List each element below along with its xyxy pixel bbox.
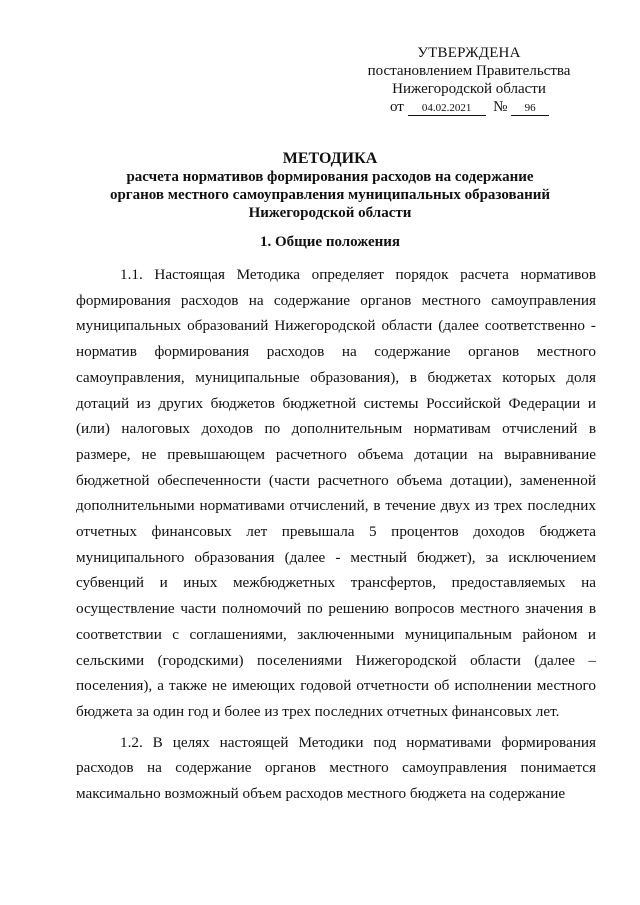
approval-line-resolution: постановлением Правительства: [367, 63, 571, 79]
approval-date: 04.02.2021: [408, 102, 486, 116]
document-title: [60, 150, 600, 222]
paragraph-1-1: 1.1. Настоящая Методика определяет порядок расчета нормативов формирования расходов на содержание органов местного самоуправления муниципальных образований Нижегородской области (далее соответственно - норматив формирования расходов на содержание органов местного самоуправления, муниципальные образования), в бюджетах которых доля дотаций из других бюджетов бюджетной системы Российской Федерации и (или) налоговых доходов по дополнительным нормативам отчислений в размере, не превышающем расчетного объема дотации на выравнивание бюджетной обеспеченности (части расчетного объема дотации), замененной дополнительными нормативами отчислений, в течение двух из трех последних отчетных финансовых лет превышала 5 процентов доходов бюджета муниципального образования (далее - местный бюджет), за исключением субвенций и иных межбюджетных трансфертов, предоставляемых на осуществление части полномочий по решению вопросов местного значения в соответствии с соглашениями, заключенными муниципальным районом и сельскими (городскими) поселениями Нижегородской области (далее – поселения), а также не имеющих годовой отчетности об исполнении местного бюджета за один год и более из трех последних отчетных финансовых лет.: [76, 266, 596, 720]
date-prefix: от: [390, 99, 404, 115]
approval-date-line: [360, 98, 578, 116]
section-heading: 1. Общие положения: [259, 234, 401, 250]
title-line-2: расчета нормативов формирования расходов на содержание: [126, 169, 534, 185]
number-sign: №: [493, 99, 508, 115]
title-main: МЕТОДИКА: [282, 150, 378, 167]
approval-number: 96: [511, 102, 549, 116]
paragraph-1-2: 1.2. В целях настоящей Методики под нормативами формирования расходов на содержание органов местного самоуправления понимается максимально возможный объем расходов местного бюджета на содержание: [76, 733, 596, 803]
title-line-4: Нижегородской области: [248, 205, 412, 221]
document-body: [76, 262, 596, 812]
approval-stamp-block: [360, 44, 578, 116]
approval-line-region: Нижегородской области: [392, 81, 546, 97]
title-line-3: органов местного самоуправления муниципальных образований: [109, 187, 551, 203]
approval-heading: УТВЕРЖДЕНА: [417, 45, 521, 61]
